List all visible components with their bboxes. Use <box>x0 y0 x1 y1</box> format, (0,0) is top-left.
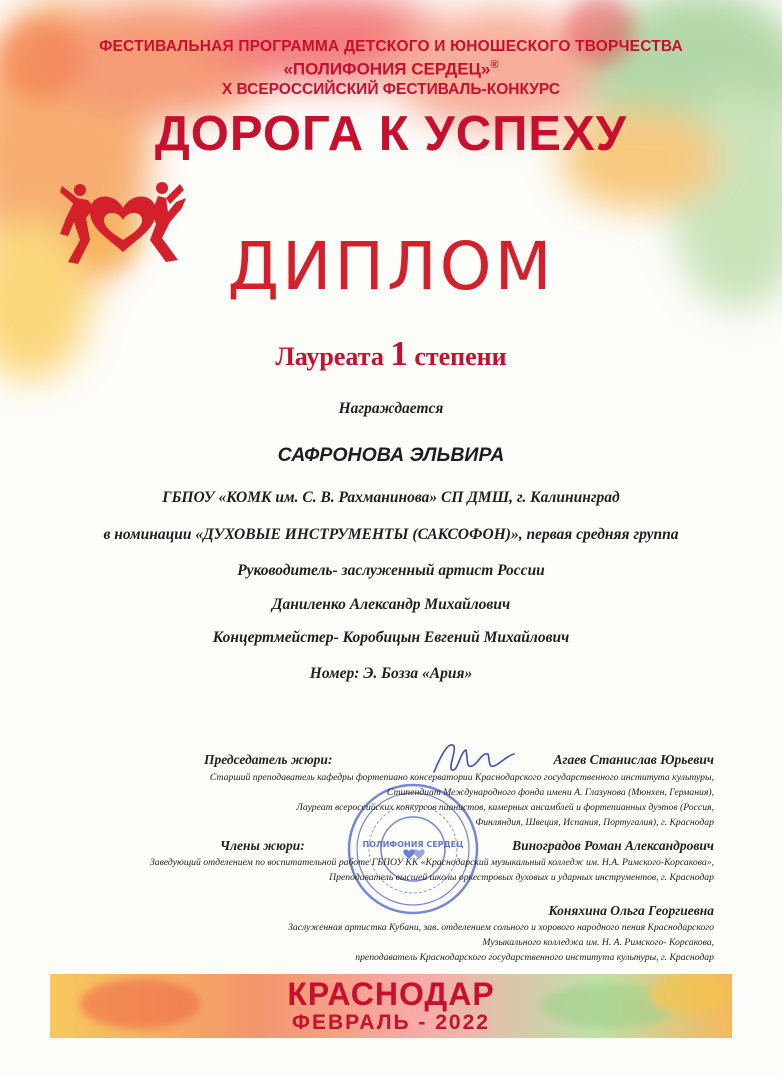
festival-subtitle: X ВСЕРОССИЙСКИЙ ФЕСТИВАЛЬ-КОНКУРС <box>221 81 561 98</box>
jury-members-label: Члены жюри: <box>220 838 305 853</box>
festival-title: ДОРОГА К УСПЕХУ <box>154 107 628 161</box>
jury-member-2-credentials <box>94 920 714 965</box>
jury-member-1-credentials <box>34 855 714 885</box>
diploma-heading: ДИПЛОМ <box>227 228 555 305</box>
jury-chair-credentials <box>94 770 714 830</box>
credential-line: Старший преподаватель кафедры фортепиано консерватории Краснодарского государственного института культуры, <box>209 772 714 783</box>
laureate-degree <box>0 334 782 374</box>
credential-line: преподаватель Краснодарского государственного института культуры, г. Краснодар <box>355 952 714 963</box>
event-date: ФЕВРАЛЬ - 2022 <box>292 1011 490 1034</box>
performance-piece: Номер: Э. Бозза «Ария» <box>309 665 473 682</box>
awarded-label: Награждается <box>338 400 444 417</box>
registered-mark: ® <box>490 59 499 71</box>
event-city: КРАСНОДАР <box>287 976 495 1012</box>
leader-name: Даниленко Александр Михайлович <box>271 596 511 613</box>
jury-chair-label: Председатель жюри: <box>204 752 333 767</box>
credential-line: Финляндия, Швеция, Испания, Португалия), г. Краснодар <box>475 817 714 828</box>
credential-line: Стипендиат Международного фонда имени А. Глазунова (Мюнхен, Германия), <box>386 787 714 798</box>
credential-line: Музыкального колледжа им. Н. А. Римского- Корсакова, <box>482 937 714 948</box>
degree-number: 1 <box>390 334 408 373</box>
credential-line: Заведующий отделением по воспитательной работе ГБПОУ КК «Краснодарский музыкальный колледж им. Н.А. Римского-Корсакова», <box>150 857 714 868</box>
nomination-text: в номинации «ДУХОВЫЕ ИНСТРУМЕНТЫ (САКСОФОН)», первая средняя группа <box>103 526 679 543</box>
jury-chair-name: Агаев Станислав Юрьевич <box>553 752 714 767</box>
recipient-school: ГБПОУ «КОМК им. С. В. Рахманинова» СП ДМШ, г. Калининград <box>162 489 620 506</box>
jury-member-1-name: Виноградов Роман Александрович <box>512 838 714 853</box>
brand-text: «ПОЛИФОНИЯ СЕРДЕЦ» <box>283 59 491 79</box>
stamp-center-text: ПОЛИФОНИЯ СЕРДЕЦ <box>362 840 464 849</box>
festival-program-heading: ФЕСТИВАЛЬНАЯ ПРОГРАММА ДЕТСКОГО И ЮНОШЕСКОГО ТВОРЧЕСТВА <box>99 38 683 55</box>
degree-suffix: степени <box>414 342 507 371</box>
degree-prefix: Лауреата <box>275 342 384 371</box>
accompanist-text: Концертмейстер- Коробицын Евгений Михайлович <box>212 629 570 646</box>
credential-line: Заслуженная артистка Кубани, зав. отделением сольного и хорового народного пения Краснодарского <box>288 922 714 933</box>
leader-title: Руководитель- заслуженный артист России <box>237 562 545 579</box>
festival-brand <box>0 59 782 80</box>
jury-member-2-name: Коняхина Ольга Георгиевна <box>548 903 714 918</box>
recipient-name: САФРОНОВА ЭЛЬВИРА <box>277 444 505 466</box>
credential-line: Лауреат всероссийских конкурсов пианистов, камерных ансамблей и фортепианных дуэтов (Россия, <box>296 802 714 813</box>
credential-line: Преподаватель высшей школы оркестровых духовых и ударных инструментов, г. Краснодар <box>329 872 714 883</box>
